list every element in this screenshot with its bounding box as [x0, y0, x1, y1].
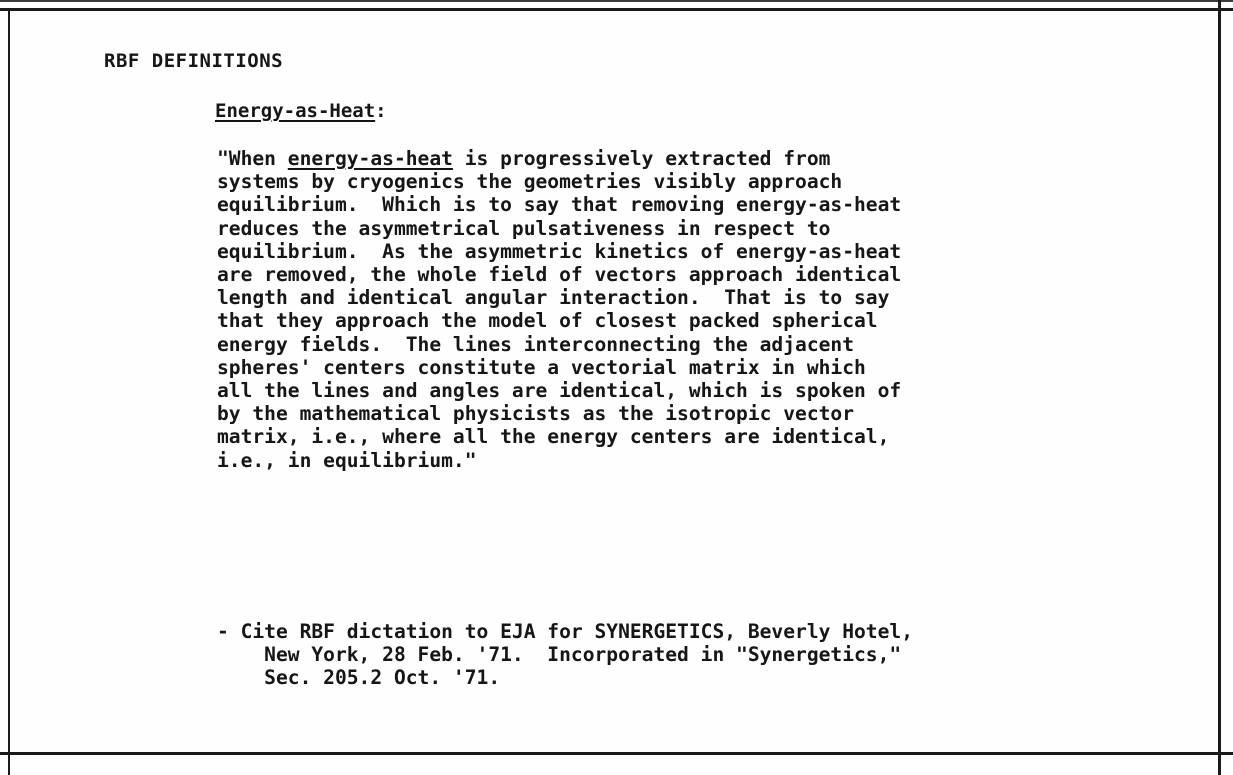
quote-line: energy fields. The lines interconnecting the adjacent	[217, 332, 855, 356]
quote-line-1-rest: is progressively extracted from	[452, 147, 831, 170]
definition-term	[215, 100, 387, 122]
card-bottom-border	[0, 752, 1233, 755]
definition-quote	[217, 147, 1217, 472]
card-top-border	[0, 8, 1233, 11]
citation	[217, 620, 913, 690]
quote-line: equilibrium. Which is to say that removing energy-as-heat	[217, 193, 902, 217]
quote-line: equilibrium. As the asymmetric kinetics of energy-as-heat	[217, 239, 902, 263]
card-left-border	[8, 8, 10, 775]
citation-line: Sec. 205.2 Oct. '71.	[217, 666, 501, 690]
quote-line: that they approach the model of closest packed spherical	[217, 309, 878, 333]
quote-underlined-term: energy-as-heat	[287, 147, 453, 170]
card-heading: RBF DEFINITIONS	[104, 50, 284, 72]
citation-line: New York, 28 Feb. '71. Incorporated in "Synergetics,"	[217, 643, 902, 667]
quote-line: are removed, the whole field of vectors approach identical	[217, 263, 902, 287]
card-top-edge	[0, 0, 1233, 2]
quote-line: reduces the asymmetrical pulsativeness in respect to	[217, 216, 831, 240]
quote-line-1-open: "When	[217, 147, 288, 170]
quote-line: i.e., in equilibrium."	[217, 448, 477, 472]
quote-line: length and identical angular interaction. That is to say	[217, 286, 890, 310]
quote-line: matrix, i.e., where all the energy centers are identical,	[217, 425, 890, 449]
citation-line: - Cite RBF dictation to EJA for SYNERGETICS, Beverly Hotel,	[217, 620, 913, 643]
card-right-border	[1218, 0, 1221, 775]
definition-term-label: Energy-as-Heat	[215, 100, 376, 122]
quote-line: all the lines and angles are identical, which is spoken of	[217, 379, 902, 403]
quote-line: systems by cryogenics the geometries visibly approach	[217, 170, 843, 194]
definition-term-colon: :	[375, 100, 387, 122]
quote-line: by the mathematical physicists as the isotropic vector	[217, 402, 855, 426]
quote-line: spheres' centers constitute a vectorial matrix in which	[217, 355, 866, 379]
